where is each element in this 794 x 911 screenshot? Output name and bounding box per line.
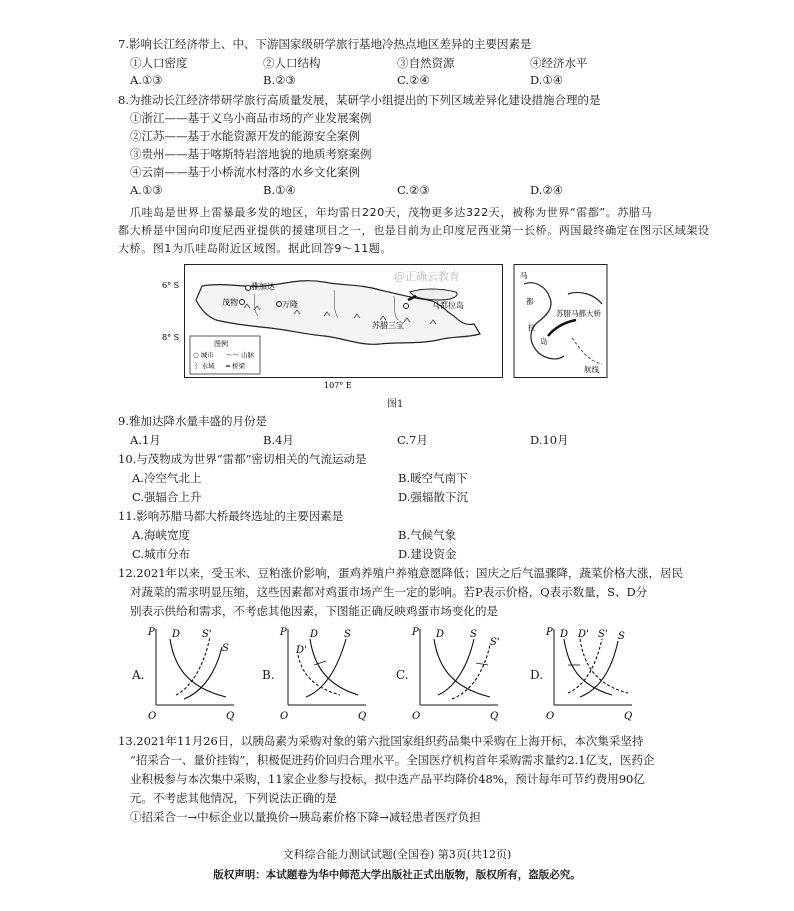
place-jakarta: 雅加达 [251, 282, 275, 291]
graph-b-p-label: P [280, 627, 287, 638]
inset-label-bridge: 苏腊马都大桥 [556, 309, 601, 318]
place-bogor: 茂物 [222, 298, 238, 307]
graph-a-p-label: P [148, 627, 155, 638]
q7-factor-1: ①人口密度 [130, 56, 188, 70]
q7-option-d: D.①④ [530, 73, 564, 87]
graph-d-q-label: Q [624, 711, 633, 722]
graph-a-curve-s-prime [176, 637, 210, 695]
graph-b-label-s: S [344, 629, 351, 640]
q8-item-3: ③贵州——基于喀斯特岩溶地貌的地质考察案例 [130, 147, 372, 161]
copyright-notice: 版权声明：本试题卷为华中师范大学出版社正式出版物，版权所有，盗版必究。 [213, 869, 581, 881]
q13-line-1: 13.2021年11月26日，以胰岛素为采购对象的第六批国家组织药品集中采购在上海开标，本次集采坚持 [118, 734, 644, 748]
q9-option-b: B.4月 [263, 433, 294, 447]
q12-line-2: 对蔬菜的需求明显压缩，这些因素都对鸡蛋市场产生一定的影响。若P表示价格，Q表示数量，S、D分 [130, 585, 648, 599]
lat-label-6s: 6° S [162, 281, 180, 290]
legend-item-city: ○ 城市 [193, 351, 214, 359]
inset-label-route: 航线 [584, 365, 599, 374]
q9-option-c: C.7月 [397, 433, 428, 447]
map-watermark: @正确云教育 [394, 270, 460, 283]
graph-a-curve-d [170, 639, 226, 697]
graph-b-origin: O [280, 711, 289, 722]
q11-option-b: B.气候气象 [398, 528, 457, 542]
q8-item-1: ①浙江——基于义乌小商品市场的产业发展案例 [130, 111, 372, 125]
graph-b-label-d: D [310, 629, 319, 640]
q7-stem: 7.影响长江经济带上、中、下游国家级研学旅行基地冷热点地区差异的主要因素是 [118, 37, 532, 51]
graph-d [546, 625, 706, 723]
q13-line-3: 业积极参与本次集中采购，11家企业参与投标，拟中选产品平均降价48%，预计每年可节约费用90亿 [130, 772, 645, 786]
place-bandung: 万隆 [282, 300, 298, 309]
graph-b-q-label: Q [358, 711, 367, 722]
q9-stem: 9.雅加达降水量丰盛的月份是 [118, 414, 267, 428]
q7-option-c: C.②④ [397, 73, 430, 87]
q8-option-a: A.①③ [130, 183, 163, 197]
graph-d-p-label: P [546, 627, 553, 638]
q9-option-a: A.1月 [130, 433, 161, 447]
graph-c-curve-d [434, 639, 490, 697]
q10-option-b: B.暖空气南下 [398, 471, 468, 485]
graph-c-label-s: S [470, 629, 477, 640]
graph-d-origin: O [546, 711, 555, 722]
q11-options-row1 [132, 527, 652, 544]
figure-1-caption: 图1 [387, 399, 404, 410]
page-footer: 文科综合能力测试试题(全国卷) 第3页(共12页) [282, 848, 512, 861]
q8-options [130, 183, 690, 200]
lon-label-107e: 107° E [324, 381, 352, 390]
q8-option-d: D.②④ [530, 183, 564, 197]
q7-factor-3: ③自然资源 [397, 56, 455, 70]
graph-b-curve-d [310, 639, 358, 695]
q11-option-c: C.城市分布 [132, 547, 191, 561]
passage-line-2: 都大桥是中国向印度尼西亚提供的援建项目之一，也是目前为止印度尼西亚第一长桥。两国最终确定在图示区域架设 [118, 224, 710, 237]
q10-options-row2 [132, 489, 652, 506]
q10-option-d: D.强辐散下沉 [398, 490, 468, 504]
q10-option-c: C.强辐合上升 [132, 490, 202, 504]
q9-options [130, 432, 690, 449]
graph-c-q-label: Q [490, 711, 499, 722]
q7-option-a: A.①③ [130, 73, 163, 87]
graph-c-letter: C. [396, 668, 409, 682]
mountain-name: 苏腊三宝 [372, 321, 404, 330]
passage-line-1: 爪哇岛是世界上雷暴最多发的地区，年均雷日220天，茂物更多达322天，被称为世界“雷都”。苏腊马 [130, 206, 653, 219]
q11-option-a: A.海峡宽度 [132, 528, 190, 542]
q8-option-c: C.②③ [397, 183, 430, 197]
passage-line-3: 大桥。图1为爪哇岛附近区域图。据此回答9～11题。 [118, 242, 392, 255]
q7-options [130, 73, 690, 90]
q11-options-row2 [132, 546, 652, 563]
q13-line-2: “招采合一、量价挂钩”，积极促进药价回归合理水平。全国医疗机构首年采购需求量约2.1亿支，医药企 [130, 753, 655, 767]
graph-b-shift-arrow [314, 661, 326, 665]
graph-d-label-d-prime: D' [578, 629, 589, 640]
graph-d-curve-d-prime [580, 639, 628, 693]
legend-item-water: ⌇ 水域 [193, 362, 215, 370]
q8-option-b: B.①④ [263, 183, 296, 197]
graph-c-p-label: P [412, 627, 419, 638]
q11-stem: 11.影响苏腊马都大桥最终选址的主要因素是 [118, 509, 344, 523]
graph-d-letter: D. [530, 668, 544, 682]
q8-item-4: ④云南——基于小桥流水村落的水乡文化案例 [130, 165, 360, 179]
q8-stem: 8.为推动长江经济带研学旅行高质量发展，某研学小组提出的下列区域差异化建设措施合理的是 [118, 93, 601, 107]
inset-label-dao: 岛 [540, 337, 548, 346]
q8-item-2: ②江苏——基于水能资源开发的能源安全案例 [130, 129, 360, 143]
q10-option-a: A.冷空气北上 [132, 471, 202, 485]
q7-factors [130, 55, 690, 72]
graph-a-letter: A. [132, 668, 145, 682]
java-map-figure [162, 264, 608, 390]
legend-title: 图例 [214, 340, 228, 348]
legend-item-mountain: 〜〜 山脉 [226, 351, 255, 359]
q13-line-4: 元。不考虑其他情况，下列说法正确的是 [130, 791, 337, 805]
graph-d-curve-d [564, 639, 612, 695]
graph-a-origin: O [148, 711, 157, 722]
q11-option-d: D.建设资金 [398, 547, 457, 561]
inset-label-ma: 马 [520, 271, 528, 280]
inset-label-la: 拉 [528, 323, 536, 332]
place-madura: 马都拉岛 [432, 301, 464, 310]
graph-a-label-s: S [222, 643, 229, 654]
graph-a-label-d: D [172, 629, 181, 640]
q13-line-5: ①招采合一→中标企业以量换价→胰岛素价格下降→减轻患者医疗负担 [130, 810, 481, 824]
graph-c-shift-arrow [476, 663, 488, 665]
q12-line-1: 12.2021年以来，受玉米、豆粕涨价影响，蛋鸡养殖户养殖意愿降低；国庆之后气温骤降，蔬菜价格大涨，居民 [118, 566, 684, 580]
graph-d-label-s-prime: S' [598, 629, 608, 640]
graph-c-label-s-prime: S' [490, 637, 500, 648]
q7-factor-4: ④经济水平 [530, 56, 588, 70]
q10-stem: 10.与茂物成为世界“雷都”密切相关的气流运动是 [118, 452, 367, 466]
q9-option-d: D.10月 [530, 433, 569, 447]
graph-c-origin: O [412, 711, 421, 722]
q7-factor-2: ②人口结构 [263, 56, 321, 70]
q12-line-3: 别表示供给和需求，不考虑其他因素，下图能正确反映鸡蛋市场变化的是 [130, 604, 498, 618]
graph-b-letter: B. [262, 668, 275, 682]
q7-option-b: B.②③ [263, 73, 296, 87]
graph-d-label-d: D [560, 629, 569, 640]
graph-c-label-d: D [436, 629, 445, 640]
legend-item-bridge: ═ 桥梁 [226, 362, 245, 370]
graph-b-label-d-prime: D' [296, 645, 307, 656]
lat-label-8s: 8° S [162, 333, 180, 342]
graph-a-q-label: Q [226, 711, 235, 722]
graph-a-curve-s [184, 647, 222, 699]
graph-a-label-s-prime: S' [202, 629, 212, 640]
inset-label-du: 都 [526, 297, 534, 306]
q10-options-row1 [132, 470, 652, 487]
graph-d-label-s: S [618, 631, 625, 642]
